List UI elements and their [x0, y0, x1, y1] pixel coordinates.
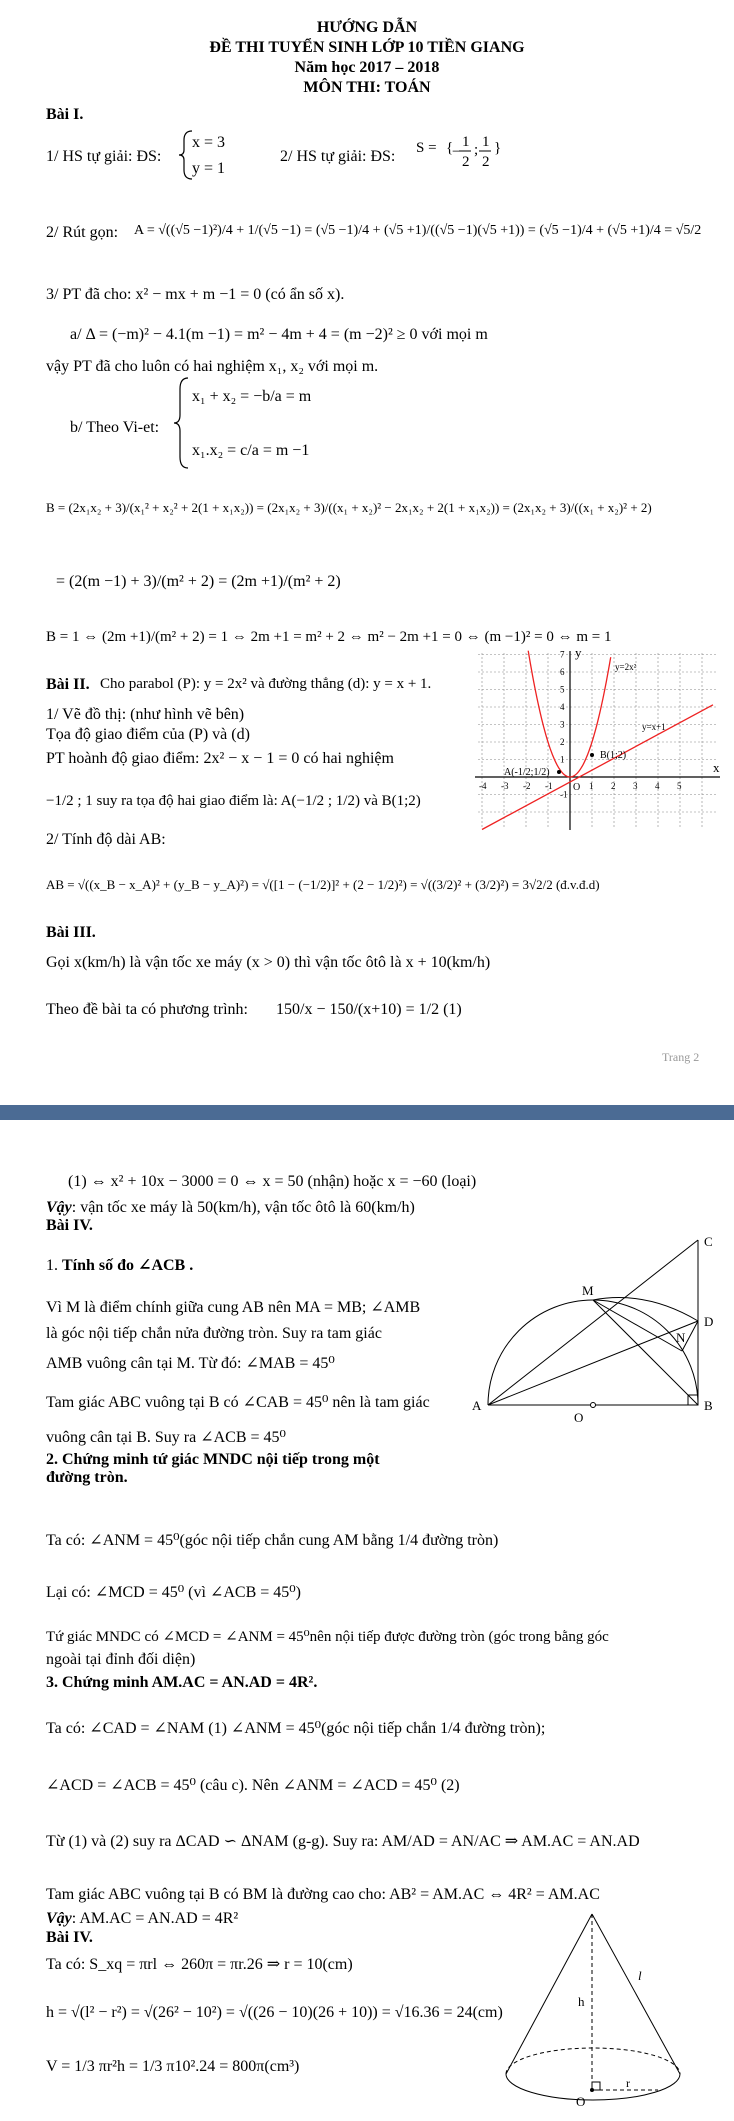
label-b: B [704, 1398, 713, 1413]
q3b-sys-1: x₁ + x₂ = −b/a = m [192, 388, 312, 405]
header-line2: ĐỀ THI TUYỂN SINH LỚP 10 TIỀN GIANG [209, 39, 525, 56]
graph-grid [478, 653, 716, 827]
x-tick-label: 5 [677, 781, 682, 791]
circle-figure [466, 1230, 726, 1440]
cone-label-r: r [626, 2076, 630, 2090]
s3-line2: ∠ACD = ∠ACB = 45⁰ (câu c). Nên ∠ANM = ∠ACD = 45⁰ (2) [46, 1777, 460, 1794]
bai5-heading: Bài IV. [46, 1929, 93, 1946]
x-tick-label: -2 [523, 781, 531, 791]
b-expr-1: B = (2x₁x₂ + 3)/(x₁² + x₂² + 2(1 + x₁x₂)) = (2x₁x₂ + 3)/((x₁ + x₂)² − 2x₁x₂ + 2(1 + x₁x₂)) = (2x₁x₂ + 3)/((x₁ + x₂)² + 2) [46, 500, 652, 515]
svg-text:S =: S = [416, 140, 437, 156]
s3-line1: Ta có: ∠CAD = ∠NAM (1) ∠ANM = 45⁰(góc nội tiếp chắn 1/4 đường tròn); [46, 1720, 546, 1737]
s3-conclusion [46, 1909, 238, 1928]
x-tick-label: 4 [655, 781, 660, 791]
s3-line4: Tam giác ABC vuông tại B có BM là đường cao cho: AB² = AM.AC ⇔ 4R² = AM.AC [46, 1886, 600, 1903]
cone-center [590, 2088, 594, 2092]
s1-line4: Tam giác ABC vuông tại B có ∠CAB = 45⁰ nên là tam giác [46, 1394, 430, 1411]
cone-label-h: h [578, 1994, 585, 2009]
s3-vay-label: Vậy [46, 1910, 72, 1927]
q3b-brace [172, 375, 192, 471]
bai2-q1c: PT hoành độ giao điểm: 2x² − x − 1 = 0 có hai nghiệm [46, 750, 394, 767]
y-tick-label: 7 [560, 649, 565, 660]
s1-line5: vuông cân tại B. Suy ra ∠ACB = 45⁰ [46, 1429, 286, 1446]
svg-text:1: 1 [482, 134, 490, 150]
bai3-vay-text: : vận tốc xe máy là 50(km/h), vận tốc ôtô là 60(km/h) [71, 1199, 415, 1216]
s1-line3: AMB vuông cân tại M. Từ đó: ∠MAB = 45⁰ [46, 1355, 335, 1372]
s2-line2: Lại có: ∠MCD = 45⁰ (vì ∠ACB = 45⁰) [46, 1584, 302, 1601]
q1a-sys-2: y = 1 [192, 160, 226, 177]
bai1-heading: Bài I. [46, 106, 84, 123]
b-expr-3: B = 1 ⇔ (2m +1)/(m² + 2) = 1 ⇔ 2m +1 = m² + 2 ⇔ m² − 2m +1 = 0 ⇔ (m −1)² = 0 ⇔ m = 1 [46, 629, 612, 645]
s2-title-a: 2. Chứng minh tứ giác MNDC nội tiếp trong một [46, 1451, 380, 1468]
s1-line1: Vì M là điểm chính giữa cung AB nên MA = MB; ∠AMB [46, 1299, 421, 1316]
label-a: A [472, 1398, 482, 1413]
y-tick-label: 5 [560, 684, 565, 695]
q1a-label: 1/ HS tự giải: ĐS: [46, 148, 162, 165]
s3-title: 3. Chứng minh AM.AC = AN.AD = 4R². [46, 1674, 318, 1691]
segment-ac [488, 1240, 698, 1405]
y-tick-label: 2 [560, 737, 565, 747]
x-axis-label: x [713, 760, 720, 775]
segment-mb [593, 1300, 698, 1405]
x-tick-label: 2 [611, 781, 616, 791]
bai5-line2: h = √(l² − r²) = √(26² − 10²) = √((26 − 10)(26 + 10)) = √16.36 = 24(cm) [46, 2004, 503, 2021]
q3a: a/ Δ = (−m)² − 4.1(m −1) = m² − 4m + 4 = (m −2)² ≥ 0 với mọi m [70, 326, 488, 343]
svg-text:1: 1 [462, 134, 470, 150]
label-n: N [676, 1330, 686, 1345]
cone-figure [498, 1910, 688, 2115]
q3b-label: b/ Theo Vi-et: [70, 419, 160, 436]
y-tick-label: 6 [560, 667, 565, 677]
s1-line2: là góc nội tiếp chắn nửa đường tròn. Suy ra tam giác [46, 1325, 382, 1342]
cone-base-back [506, 2048, 680, 2074]
q1b-set [416, 128, 516, 184]
cone-base-front [506, 2074, 680, 2100]
label-d: D [704, 1314, 714, 1329]
parabola-line-graph [470, 645, 724, 835]
q1a-sys-1: x = 3 [192, 134, 226, 151]
bai3-heading: Bài III. [46, 924, 96, 941]
segment-ad [488, 1321, 698, 1405]
s1-title [46, 1256, 193, 1275]
label-c: C [704, 1234, 713, 1249]
x-tick-label: -1 [545, 781, 553, 791]
s2-line3: Tứ giác MNDC có ∠MCD = ∠ANM = 45⁰nên nội tiếp được đường tròn (góc trong bằng góc [46, 1629, 609, 1645]
bai2-q2-expr: AB = √((x_B − x_A)² + (y_B − y_A)²) = √([1 − (−1/2)]² + (2 − 1/2)²) = √((3/2)² + (3/2)²) = 3√2/2 (đ.v.đ.d) [46, 877, 600, 892]
x-tick-label: 3 [633, 781, 638, 791]
y-tick-label: 4 [560, 702, 565, 712]
q3a-conclusion: vậy PT đã cho luôn có hai nghiệm x₁, x₂ với mọi m. [46, 358, 379, 375]
q3b-sys-2: x₁.x₂ = c/a = m −1 [192, 442, 310, 459]
bai3-vay-label: Vậy [46, 1199, 72, 1216]
y-tick-label: 1 [560, 754, 565, 765]
header-line1: HƯỚNG DẪN [316, 19, 418, 36]
y-axis-label: y [575, 645, 582, 660]
cone-label-o: O [576, 2094, 586, 2109]
cone-slant-right [592, 1914, 680, 2074]
q1b-label: 2/ HS tự giải: ĐS: [280, 148, 396, 165]
header-line3: Năm học 2017 – 2018 [294, 59, 440, 76]
svg-text:{: { [446, 140, 454, 156]
bai2-q1d: −1/2 ; 1 suy ra tọa độ hai giao điểm là: A(−1/2 ; 1/2) và B(1;2) [46, 793, 421, 809]
svg-text:2: 2 [462, 154, 470, 170]
bai2-heading: Bài II. [46, 676, 90, 693]
bai3-continuation: (1) ⇔ x² + 10x − 3000 = 0 ⇔ x = 50 (nhận) hoặc x = −60 (loại) [68, 1173, 477, 1190]
page-separator [0, 1105, 734, 1120]
bai5-line3: V = 1/3 πr²h = 1/3 π10².24 = 800π(cm³) [46, 2058, 300, 2075]
bai3-line1: Gọi x(km/h) là vận tốc xe máy (x > 0) thì vận tốc ôtô là x + 10(km/h) [46, 954, 491, 971]
s3-line3: Từ (1) và (2) suy ra ΔCAD ∽ ΔNAM (g-g). Suy ra: AM/AD = AN/AC ⇒ AM.AC = AN.AD [46, 1833, 640, 1850]
bai2-q1: 1/ Vẽ đồ thị: (như hình vẽ bên) [46, 706, 245, 723]
x-tick-label: -4 [479, 781, 487, 791]
bai3-line2-expr: 150/x − 150/(x+10) = 1/2 (1) [276, 1001, 462, 1018]
y-tick-label: -1 [560, 789, 568, 800]
svg-text:−: − [452, 144, 461, 160]
s3-vay-text: : AM.AC = AN.AD = 4R² [71, 1910, 239, 1927]
svg-text:;: ; [474, 142, 479, 158]
page-2 [0, 1120, 734, 2121]
x-tick-label: 1 [589, 781, 594, 791]
semicircle [488, 1300, 698, 1405]
y-tick-label: 3 [560, 719, 565, 730]
origin-label: O [573, 782, 581, 793]
point-b-label: B(1;2) [600, 750, 627, 761]
q3-intro: 3/ PT đã cho: x² − mx + m −1 = 0 (có ẩn số x). [46, 286, 345, 303]
segment-mn [593, 1300, 682, 1351]
q2-expr: A = √((√5 −1)²)/4 + 1/(√5 −1) = (√5 −1)/4 + (√5 +1)/((√5 −1)(√5 +1)) = (√5 −1)/4 + (√5 +1)/4 = √5/2 [134, 223, 702, 238]
parabola-label: y=2x² [615, 662, 637, 672]
page-number: Trang 2 [662, 1050, 700, 1064]
center-o [591, 1403, 596, 1408]
point-a-label: A(-1/2;1/2) [504, 767, 550, 778]
s1-num: 1. [46, 1257, 58, 1274]
point-b [590, 753, 594, 757]
bai3-line2-label: Theo đề bài ta có phương trình: [46, 1001, 248, 1018]
bai4-heading: Bài IV. [46, 1217, 93, 1234]
svg-text:}: } [494, 140, 502, 156]
s2-line1: Ta có: ∠ANM = 45⁰(góc nội tiếp chắn cung AM bằng 1/4 đường tròn) [46, 1532, 499, 1549]
s2-line4: ngoài tại đỉnh đối diện) [46, 1651, 196, 1668]
cone-label-l: l [638, 1968, 642, 1983]
label-m: M [582, 1283, 594, 1298]
q2-label: 2/ Rút gọn: [46, 224, 119, 241]
label-o: O [574, 1410, 584, 1425]
bai5-line1: Ta có: S_xq = πrl ⇔ 260π = πr.26 ⇒ r = 10(cm) [46, 1956, 353, 1973]
bai2-intro: Cho parabol (P): y = 2x² và đường thẳng (d): y = x + 1. [100, 676, 432, 692]
svg-text:2: 2 [482, 154, 490, 170]
x-tick-label: -3 [501, 781, 509, 791]
s2-title-b: đường tròn. [46, 1469, 128, 1486]
bai2-q2: 2/ Tính độ dài AB: [46, 831, 166, 848]
bai2-q1b: Tọa độ giao điểm của (P) và (d) [46, 726, 250, 743]
header-line4: MÔN THI: TOÁN [303, 79, 431, 96]
bai3-conclusion [46, 1198, 415, 1217]
b-expr-2: = (2(m −1) + 3)/(m² + 2) = (2m +1)/(m² + 2) [56, 573, 341, 590]
point-a [557, 770, 561, 774]
s1-title-text: Tính số đo ∠ACB . [62, 1257, 194, 1274]
line-label: y=x+1 [642, 722, 666, 732]
